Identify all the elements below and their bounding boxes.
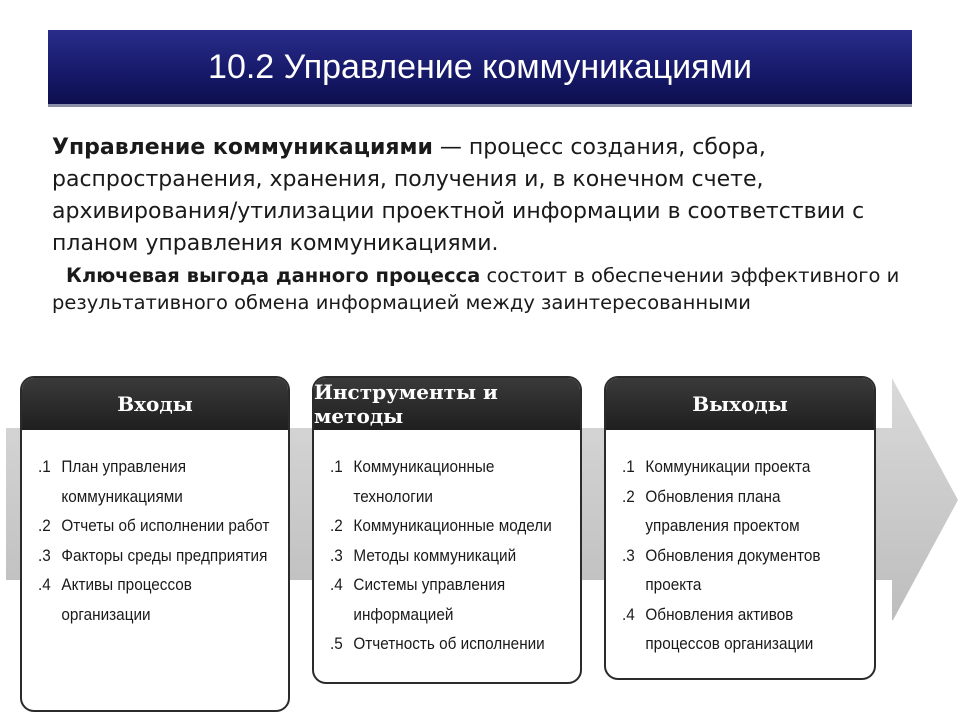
outputs-header: Выходы	[606, 378, 874, 430]
tools-header: Инструменты и методы	[314, 378, 580, 430]
inputs-list	[22, 430, 288, 629]
intro-paragraph	[52, 132, 932, 260]
tools-box	[312, 376, 582, 684]
list-item: .3 Методы коммуникаций	[330, 545, 517, 565]
list-item: .1 План управления коммуникациями	[38, 457, 186, 506]
list-item: .4 Обновления активов процессов организации	[622, 604, 814, 653]
page-title: 10.2 Управление коммуникациями	[208, 47, 752, 86]
list-item: .2 Коммуникационные модели	[330, 516, 552, 535]
intro-definition: — процесс создания, сбора, распространения, хранения, получения и, в конечном счете, архивирования/утилизации проектной информации в соответствии с планом управления коммуникациями.	[52, 135, 865, 256]
list-item: .4 Активы процессов организации	[38, 575, 192, 624]
outputs-list	[606, 430, 874, 659]
list-item: .2 Обновления плана управления проектом	[622, 486, 800, 535]
inputs-header: Входы	[22, 378, 288, 430]
title-bar	[48, 30, 912, 107]
benefit-text: состоит в обеспечении эффективного и результативного обмена информацией между заинтересованными	[52, 264, 900, 314]
tools-list	[314, 430, 580, 659]
benefit-paragraph	[52, 262, 932, 316]
benefit-term: Ключевая выгода данного процесса	[66, 264, 481, 287]
intro-term: Управление коммуникациями	[52, 135, 433, 160]
list-item: .1 Коммуникационные технологии	[330, 457, 495, 506]
inputs-box	[20, 376, 290, 712]
list-item: .3 Обновления документов проекта	[622, 545, 821, 594]
list-item: .2 Отчеты об исполнении работ	[38, 516, 270, 535]
list-item: .1 Коммуникации проекта	[622, 457, 811, 476]
outputs-box	[604, 376, 876, 680]
list-item: .4 Системы управления информацией	[330, 575, 506, 624]
list-item: .3 Факторы среды предприятия	[38, 545, 268, 565]
list-item: .5 Отчетность об исполнении	[330, 634, 545, 653]
